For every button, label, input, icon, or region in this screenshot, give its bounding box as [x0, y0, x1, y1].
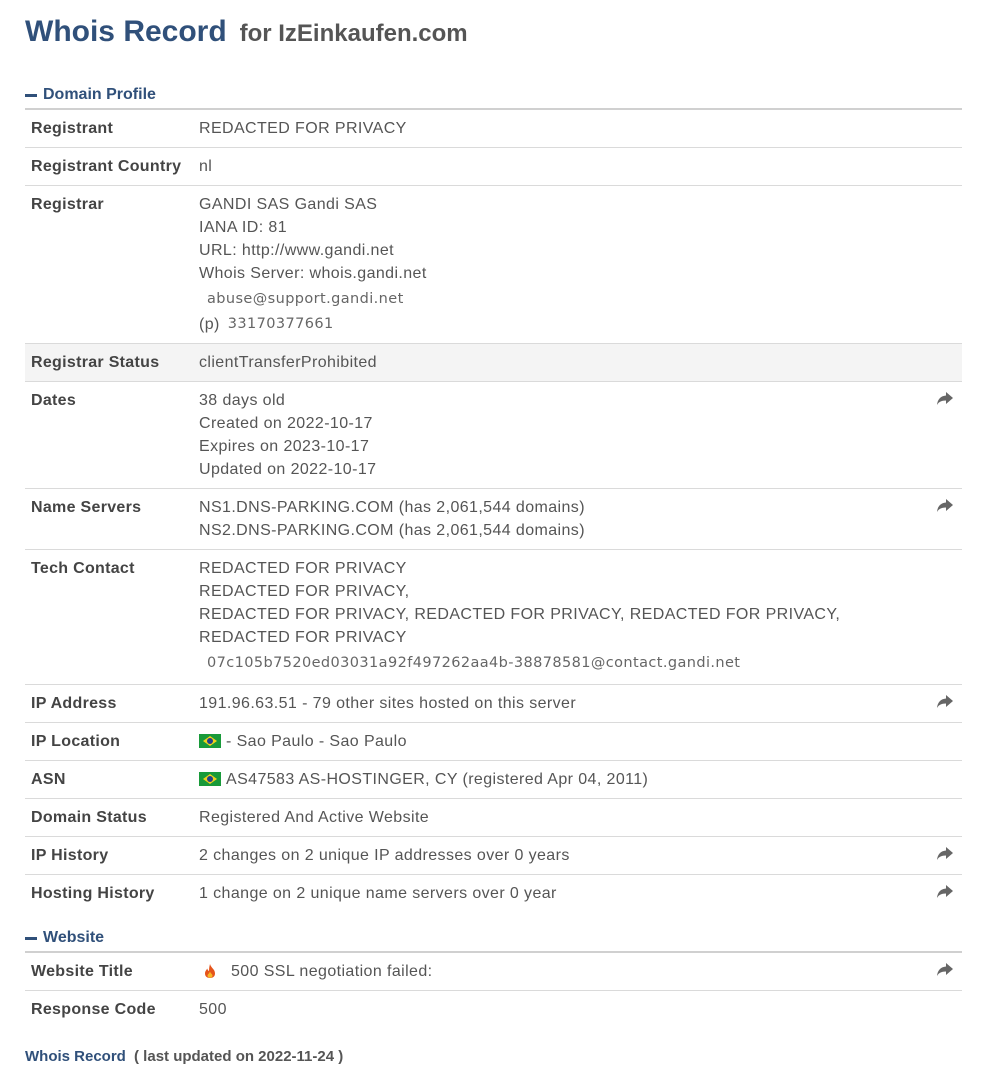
- registrar-row: [25, 186, 962, 344]
- share-arrow-icon[interactable]: [936, 962, 954, 978]
- registrar-status-row: [25, 344, 962, 382]
- domain-profile-heading: Domain Profile: [43, 86, 156, 103]
- hosting-history-label: Hosting History: [31, 885, 155, 902]
- registrar-label: Registrar: [31, 196, 104, 213]
- registrar-iana: IANA ID: 81: [199, 219, 287, 236]
- registrar-phone: 33170377661: [227, 316, 334, 332]
- page-title-main: Whois Record: [25, 15, 227, 48]
- expires-date: Expires on 2023-10-17: [199, 438, 370, 455]
- ip-history-label: IP History: [31, 847, 109, 864]
- website-heading: Website: [43, 929, 105, 946]
- registrar-name: GANDI SAS Gandi SAS: [199, 196, 378, 213]
- domain-status-value: Registered And Active Website: [199, 809, 430, 826]
- ip-location-label: IP Location: [31, 733, 121, 750]
- registrar-phone-prefix: (p): [199, 316, 220, 333]
- share-arrow-icon[interactable]: [936, 694, 954, 710]
- share-arrow-icon[interactable]: [936, 498, 954, 514]
- registrar-url: URL: http://www.gandi.net: [199, 242, 394, 259]
- minus-icon: [25, 94, 37, 97]
- domain-profile-toggle[interactable]: [25, 82, 962, 108]
- registrar-whois-server: Whois Server: whois.gandi.net: [199, 265, 427, 282]
- registrant-country-label: Registrant Country: [31, 158, 182, 175]
- ip-history-row: [25, 837, 962, 875]
- tech-contact-label: Tech Contact: [31, 560, 135, 577]
- minus-icon: [25, 937, 37, 940]
- registrar-status-value: clientTransferProhibited: [199, 354, 377, 371]
- tech-contact-line-1: REDACTED FOR PRIVACY: [199, 560, 407, 577]
- asn-label: ASN: [31, 771, 66, 788]
- name-servers-row: [25, 489, 962, 550]
- whois-record-footer: [25, 1048, 962, 1065]
- website-toggle[interactable]: [25, 925, 962, 951]
- ip-history-value: 2 changes on 2 unique IP addresses over 0 years: [199, 847, 570, 864]
- tech-contact-row: [25, 550, 962, 685]
- ip-location-value: - Sao Paulo - Sao Paulo: [226, 733, 407, 750]
- hosting-history-row: [25, 875, 962, 912]
- ip-address-row: [25, 685, 962, 723]
- ip-address-label: IP Address: [31, 695, 117, 712]
- page-title: [25, 0, 962, 56]
- response-code-label: Response Code: [31, 1001, 156, 1018]
- website-title-label: Website Title: [31, 963, 134, 980]
- registrant-country-value: nl: [199, 158, 213, 175]
- asn-value: AS47583 AS-HOSTINGER, CY (registered Apr 04, 2011): [226, 771, 649, 788]
- last-updated-note: ( last updated on 2022-11-24 ): [134, 1048, 344, 1065]
- registrar-abuse-email: abuse@support.gandi.net: [207, 291, 404, 307]
- domain-status-label: Domain Status: [31, 809, 147, 826]
- updated-date: Updated on 2022-10-17: [199, 461, 377, 478]
- website-title-value: 500 SSL negotiation failed:: [231, 963, 433, 980]
- dates-label: Dates: [31, 392, 77, 409]
- name-server-1: NS1.DNS-PARKING.COM (has 2,061,544 domains): [199, 499, 585, 516]
- domain-age: 38 days old: [199, 392, 286, 409]
- page-title-domain: for IzEinkaufen.com: [239, 20, 468, 47]
- response-code-row: [25, 991, 962, 1028]
- registrant-row: [25, 110, 962, 148]
- ip-address-value: 191.96.63.51 - 79 other sites hosted on this server: [199, 695, 577, 712]
- tech-contact-line-3: REDACTED FOR PRIVACY, REDACTED FOR PRIVACY, REDACTED FOR PRIVACY, REDACTED FOR PRIVACY: [199, 606, 841, 646]
- registrant-label: Registrant: [31, 120, 114, 137]
- tech-contact-email: 07c105b7520ed03031a92f497262aa4b-38878581@contact.gandi.net: [207, 655, 741, 671]
- name-servers-label: Name Servers: [31, 499, 142, 516]
- share-arrow-icon[interactable]: [936, 391, 954, 407]
- brazil-flag-icon: [199, 734, 221, 748]
- tech-contact-line-2: REDACTED FOR PRIVACY,: [199, 583, 410, 600]
- fire-icon: [203, 963, 217, 979]
- whois-container: [25, 0, 962, 1065]
- response-code-value: 500: [199, 1001, 227, 1018]
- website-title-row: [25, 953, 962, 991]
- registrant-country-row: [25, 148, 962, 186]
- created-date: Created on 2022-10-17: [199, 415, 373, 432]
- registrant-value: REDACTED FOR PRIVACY: [199, 120, 407, 137]
- share-arrow-icon[interactable]: [936, 884, 954, 900]
- asn-row: [25, 761, 962, 799]
- name-server-2: NS2.DNS-PARKING.COM (has 2,061,544 domains): [199, 522, 585, 539]
- brazil-flag-icon: [199, 772, 221, 786]
- whois-record-link[interactable]: Whois Record: [25, 1048, 126, 1065]
- hosting-history-value: 1 change on 2 unique name servers over 0 year: [199, 885, 557, 902]
- domain-status-row: [25, 799, 962, 837]
- dates-row: [25, 382, 962, 489]
- share-arrow-icon[interactable]: [936, 846, 954, 862]
- ip-location-row: [25, 723, 962, 761]
- registrar-status-label: Registrar Status: [31, 354, 160, 371]
